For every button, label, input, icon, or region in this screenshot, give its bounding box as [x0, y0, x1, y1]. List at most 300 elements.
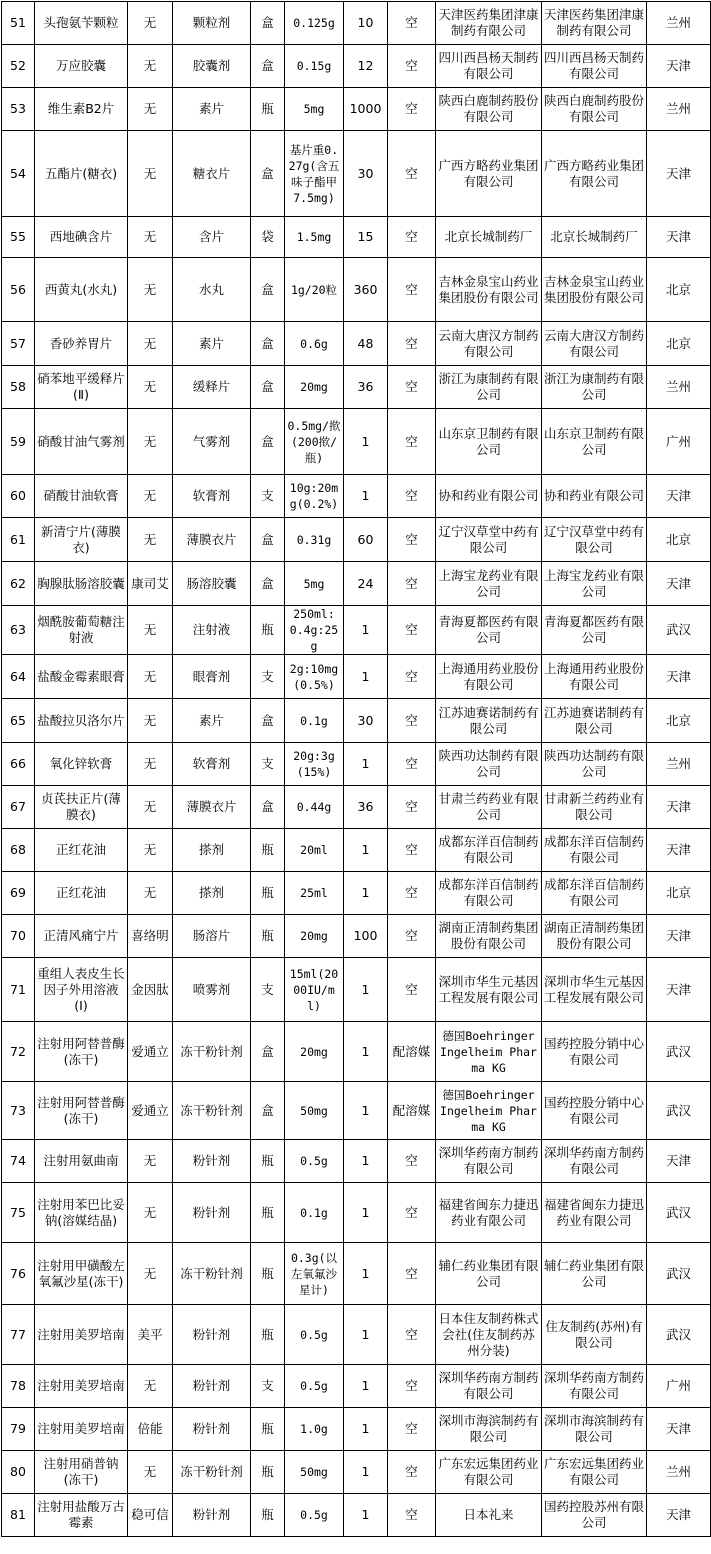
package-quantity-cell: 10 — [344, 2, 388, 45]
dosage-form-cell: 素片 — [173, 88, 251, 131]
solvent-cell: 空 — [388, 699, 436, 743]
table-body — [2, 2, 711, 1537]
table-row — [2, 217, 711, 258]
solvent-cell: 空 — [388, 1451, 436, 1494]
manufacturer-cell: 上海宝龙药业有限公司 — [436, 562, 542, 606]
package-quantity-cell: 12 — [344, 45, 388, 88]
dosage-form-cell: 薄膜衣片 — [173, 786, 251, 829]
row-number-cell: 74 — [2, 1140, 35, 1183]
solvent-cell: 空 — [388, 606, 436, 655]
region-cell: 天津 — [647, 958, 711, 1022]
dosage-form-cell: 薄膜衣片 — [173, 518, 251, 562]
region-cell: 武汉 — [647, 1243, 711, 1305]
dosage-form-cell: 粉针剂 — [173, 1408, 251, 1451]
region-cell: 武汉 — [647, 606, 711, 655]
trade-name-cell: 无 — [128, 366, 173, 409]
row-number-cell: 60 — [2, 475, 35, 518]
package-unit-cell: 盒 — [251, 2, 285, 45]
row-number-cell: 72 — [2, 1022, 35, 1082]
trade-name-cell: 无 — [128, 45, 173, 88]
applicant-cell: 湖南正清制药集团股份有限公司 — [542, 915, 647, 958]
specification-cell: 15ml(2000IU/ml) — [285, 958, 344, 1022]
region-cell: 北京 — [647, 322, 711, 366]
package-quantity-cell: 30 — [344, 131, 388, 217]
manufacturer-cell: 深圳市海滨制药有限公司 — [436, 1408, 542, 1451]
dosage-form-cell: 注射液 — [173, 606, 251, 655]
dosage-form-cell: 气雾剂 — [173, 409, 251, 475]
solvent-cell: 空 — [388, 1408, 436, 1451]
specification-cell: 0.5g — [285, 1305, 344, 1365]
solvent-cell: 空 — [388, 872, 436, 915]
trade-name-cell: 无 — [128, 518, 173, 562]
manufacturer-cell: 成都东洋百信制药有限公司 — [436, 829, 542, 872]
table-row — [2, 1408, 711, 1451]
trade-name-cell: 无 — [128, 1183, 173, 1243]
applicant-cell: 深圳华药南方制药有限公司 — [542, 1365, 647, 1408]
trade-name-cell: 喜络明 — [128, 915, 173, 958]
package-quantity-cell: 1 — [344, 1305, 388, 1365]
package-unit-cell: 支 — [251, 1365, 285, 1408]
package-unit-cell: 瓶 — [251, 1305, 285, 1365]
applicant-cell: 天津医药集团津康制药有限公司 — [542, 2, 647, 45]
trade-name-cell: 无 — [128, 829, 173, 872]
package-unit-cell: 瓶 — [251, 872, 285, 915]
drug-name-cell: 正红花油 — [35, 872, 128, 915]
drug-name-cell: 西地碘含片 — [35, 217, 128, 258]
package-unit-cell: 盒 — [251, 322, 285, 366]
region-cell: 兰州 — [647, 1451, 711, 1494]
row-number-cell: 66 — [2, 743, 35, 786]
trade-name-cell: 无 — [128, 217, 173, 258]
dosage-form-cell: 素片 — [173, 322, 251, 366]
region-cell: 兰州 — [647, 2, 711, 45]
package-unit-cell: 瓶 — [251, 1183, 285, 1243]
region-cell: 武汉 — [647, 1022, 711, 1082]
applicant-cell: 成都东洋百信制药有限公司 — [542, 829, 647, 872]
trade-name-cell: 美平 — [128, 1305, 173, 1365]
table-row — [2, 1494, 711, 1537]
table-row — [2, 131, 711, 217]
trade-name-cell: 无 — [128, 409, 173, 475]
row-number-cell: 55 — [2, 217, 35, 258]
drug-name-cell: 维生素B2片 — [35, 88, 128, 131]
trade-name-cell: 无 — [128, 475, 173, 518]
row-number-cell: 79 — [2, 1408, 35, 1451]
trade-name-cell: 无 — [128, 258, 173, 322]
trade-name-cell: 无 — [128, 322, 173, 366]
applicant-cell: 陕西功达制药有限公司 — [542, 743, 647, 786]
trade-name-cell: 倍能 — [128, 1408, 173, 1451]
package-quantity-cell: 1 — [344, 409, 388, 475]
table-row — [2, 88, 711, 131]
package-unit-cell: 瓶 — [251, 606, 285, 655]
table-row — [2, 366, 711, 409]
region-cell: 兰州 — [647, 88, 711, 131]
package-quantity-cell: 30 — [344, 699, 388, 743]
package-unit-cell: 盒 — [251, 409, 285, 475]
dosage-form-cell: 含片 — [173, 217, 251, 258]
specification-cell: 0.5g — [285, 1140, 344, 1183]
drug-name-cell: 注射用美罗培南 — [35, 1365, 128, 1408]
specification-cell: 0.31g — [285, 518, 344, 562]
manufacturer-cell: 广西方略药业集团有限公司 — [436, 131, 542, 217]
region-cell: 北京 — [647, 258, 711, 322]
row-number-cell: 71 — [2, 958, 35, 1022]
row-number-cell: 67 — [2, 786, 35, 829]
manufacturer-cell: 深圳华药南方制药有限公司 — [436, 1140, 542, 1183]
region-cell: 天津 — [647, 1408, 711, 1451]
drug-name-cell: 正红花油 — [35, 829, 128, 872]
manufacturer-cell: 德国Boehringer Ingelheim Pharma KG — [436, 1022, 542, 1082]
trade-name-cell: 爱通立 — [128, 1082, 173, 1140]
applicant-cell: 辅仁药业集团有限公司 — [542, 1243, 647, 1305]
manufacturer-cell: 上海通用药业股份有限公司 — [436, 655, 542, 699]
drug-list-table — [1, 1, 711, 1537]
specification-cell: 250ml:0.4g:25g — [285, 606, 344, 655]
table-row — [2, 743, 711, 786]
table-row — [2, 562, 711, 606]
trade-name-cell: 无 — [128, 1451, 173, 1494]
row-number-cell: 70 — [2, 915, 35, 958]
row-number-cell: 78 — [2, 1365, 35, 1408]
dosage-form-cell: 水丸 — [173, 258, 251, 322]
solvent-cell: 配溶媒 — [388, 1022, 436, 1082]
trade-name-cell: 无 — [128, 743, 173, 786]
specification-cell: 0.3g(以左氧氟沙星计) — [285, 1243, 344, 1305]
package-quantity-cell: 1000 — [344, 88, 388, 131]
dosage-form-cell: 粉针剂 — [173, 1494, 251, 1537]
drug-name-cell: 正清风痛宁片 — [35, 915, 128, 958]
region-cell: 兰州 — [647, 743, 711, 786]
drug-name-cell: 氧化锌软膏 — [35, 743, 128, 786]
row-number-cell: 53 — [2, 88, 35, 131]
specification-cell: 5mg — [285, 562, 344, 606]
row-number-cell: 61 — [2, 518, 35, 562]
row-number-cell: 68 — [2, 829, 35, 872]
package-quantity-cell: 60 — [344, 518, 388, 562]
applicant-cell: 广东宏远集团药业有限公司 — [542, 1451, 647, 1494]
specification-cell: 0.5g — [285, 1494, 344, 1537]
specification-cell: 1.5mg — [285, 217, 344, 258]
row-number-cell: 63 — [2, 606, 35, 655]
manufacturer-cell: 北京长城制药厂 — [436, 217, 542, 258]
manufacturer-cell: 广东宏远集团药业有限公司 — [436, 1451, 542, 1494]
trade-name-cell: 无 — [128, 1243, 173, 1305]
region-cell: 天津 — [647, 217, 711, 258]
drug-name-cell: 注射用美罗培南 — [35, 1305, 128, 1365]
trade-name-cell: 无 — [128, 131, 173, 217]
table-row — [2, 475, 711, 518]
package-quantity-cell: 1 — [344, 1451, 388, 1494]
trade-name-cell: 无 — [128, 872, 173, 915]
applicant-cell: 甘肃新兰药药业有限公司 — [542, 786, 647, 829]
manufacturer-cell: 深圳市华生元基因工程发展有限公司 — [436, 958, 542, 1022]
applicant-cell: 成都东洋百信制药有限公司 — [542, 872, 647, 915]
applicant-cell: 福建省闽东力捷迅药业有限公司 — [542, 1183, 647, 1243]
row-number-cell: 59 — [2, 409, 35, 475]
dosage-form-cell: 粉针剂 — [173, 1365, 251, 1408]
manufacturer-cell: 青海夏都医药有限公司 — [436, 606, 542, 655]
dosage-form-cell: 冻干粉针剂 — [173, 1243, 251, 1305]
region-cell: 武汉 — [647, 1305, 711, 1365]
drug-name-cell: 注射用苯巴比妥钠(溶媒结晶) — [35, 1183, 128, 1243]
dosage-form-cell: 冻干粉针剂 — [173, 1451, 251, 1494]
applicant-cell: 辽宁汉草堂中药有限公司 — [542, 518, 647, 562]
dosage-form-cell: 软膏剂 — [173, 475, 251, 518]
drug-name-cell: 注射用阿替普酶(冻干) — [35, 1082, 128, 1140]
trade-name-cell: 爱通立 — [128, 1022, 173, 1082]
drug-name-cell: 注射用美罗培南 — [35, 1408, 128, 1451]
solvent-cell: 空 — [388, 258, 436, 322]
region-cell: 北京 — [647, 518, 711, 562]
solvent-cell: 空 — [388, 915, 436, 958]
applicant-cell: 江苏迪赛诺制药有限公司 — [542, 699, 647, 743]
region-cell: 广州 — [647, 1365, 711, 1408]
solvent-cell: 空 — [388, 88, 436, 131]
solvent-cell: 空 — [388, 655, 436, 699]
specification-cell: 0.125g — [285, 2, 344, 45]
package-unit-cell: 盒 — [251, 786, 285, 829]
row-number-cell: 73 — [2, 1082, 35, 1140]
specification-cell: 0.15g — [285, 45, 344, 88]
specification-cell: 0.5mg/揿(200揿/瓶) — [285, 409, 344, 475]
drug-name-cell: 盐酸金霉素眼膏 — [35, 655, 128, 699]
package-quantity-cell: 1 — [344, 606, 388, 655]
row-number-cell: 57 — [2, 322, 35, 366]
applicant-cell: 吉林金泉宝山药业集团股份有限公司 — [542, 258, 647, 322]
package-quantity-cell: 48 — [344, 322, 388, 366]
table-row — [2, 915, 711, 958]
region-cell: 天津 — [647, 1494, 711, 1537]
manufacturer-cell: 陕西功达制药有限公司 — [436, 743, 542, 786]
applicant-cell: 国药控股分销中心有限公司 — [542, 1082, 647, 1140]
row-number-cell: 76 — [2, 1243, 35, 1305]
specification-cell: 0.44g — [285, 786, 344, 829]
region-cell: 广州 — [647, 409, 711, 475]
region-cell: 兰州 — [647, 366, 711, 409]
dosage-form-cell: 颗粒剂 — [173, 2, 251, 45]
applicant-cell: 国药控股分销中心有限公司 — [542, 1022, 647, 1082]
region-cell: 天津 — [647, 786, 711, 829]
region-cell: 天津 — [647, 131, 711, 217]
dosage-form-cell: 肠溶胶囊 — [173, 562, 251, 606]
applicant-cell: 北京长城制药厂 — [542, 217, 647, 258]
trade-name-cell: 无 — [128, 88, 173, 131]
drug-name-cell: 注射用阿替普酶(冻干) — [35, 1022, 128, 1082]
manufacturer-cell: 辅仁药业集团有限公司 — [436, 1243, 542, 1305]
manufacturer-cell: 天津医药集团津康制药有限公司 — [436, 2, 542, 45]
package-quantity-cell: 36 — [344, 786, 388, 829]
solvent-cell: 空 — [388, 1365, 436, 1408]
row-number-cell: 80 — [2, 1451, 35, 1494]
dosage-form-cell: 粉针剂 — [173, 1140, 251, 1183]
region-cell: 天津 — [647, 1140, 711, 1183]
package-unit-cell: 瓶 — [251, 1408, 285, 1451]
drug-name-cell: 注射用甲磺酸左氧氟沙星(冻干) — [35, 1243, 128, 1305]
specification-cell: 50mg — [285, 1082, 344, 1140]
specification-cell: 20g:3g(15%) — [285, 743, 344, 786]
table-row — [2, 606, 711, 655]
specification-cell: 50mg — [285, 1451, 344, 1494]
manufacturer-cell: 甘肃兰药药业有限公司 — [436, 786, 542, 829]
solvent-cell: 空 — [388, 1243, 436, 1305]
table-row — [2, 1140, 711, 1183]
package-quantity-cell: 1 — [344, 1365, 388, 1408]
package-unit-cell: 盒 — [251, 131, 285, 217]
solvent-cell: 空 — [388, 2, 436, 45]
manufacturer-cell: 辽宁汉草堂中药有限公司 — [436, 518, 542, 562]
table-row — [2, 518, 711, 562]
row-number-cell: 81 — [2, 1494, 35, 1537]
drug-name-cell: 盐酸拉贝洛尔片 — [35, 699, 128, 743]
table-row — [2, 1451, 711, 1494]
drug-name-cell: 硝酸甘油软膏 — [35, 475, 128, 518]
manufacturer-cell: 日本住友制药株式会社(住友制药苏州分装) — [436, 1305, 542, 1365]
package-unit-cell: 瓶 — [251, 88, 285, 131]
trade-name-cell: 稳可信 — [128, 1494, 173, 1537]
table-row — [2, 45, 711, 88]
package-unit-cell: 瓶 — [251, 1494, 285, 1537]
solvent-cell: 空 — [388, 1305, 436, 1365]
package-unit-cell: 盒 — [251, 1082, 285, 1140]
dosage-form-cell: 肠溶片 — [173, 915, 251, 958]
row-number-cell: 62 — [2, 562, 35, 606]
package-quantity-cell: 1 — [344, 829, 388, 872]
manufacturer-cell: 深圳华药南方制药有限公司 — [436, 1365, 542, 1408]
drug-name-cell: 西黄丸(水丸) — [35, 258, 128, 322]
applicant-cell: 上海宝龙药业有限公司 — [542, 562, 647, 606]
drug-name-cell: 烟酰胺葡萄糖注射液 — [35, 606, 128, 655]
manufacturer-cell: 陕西白鹿制药股份有限公司 — [436, 88, 542, 131]
specification-cell: 0.5g — [285, 1365, 344, 1408]
row-number-cell: 56 — [2, 258, 35, 322]
table-row — [2, 1243, 711, 1305]
package-quantity-cell: 1 — [344, 872, 388, 915]
table-row — [2, 258, 711, 322]
solvent-cell: 空 — [388, 518, 436, 562]
applicant-cell: 青海夏都医药有限公司 — [542, 606, 647, 655]
solvent-cell: 空 — [388, 131, 436, 217]
applicant-cell: 四川西昌杨天制药有限公司 — [542, 45, 647, 88]
region-cell: 武汉 — [647, 1082, 711, 1140]
specification-cell: 0.1g — [285, 699, 344, 743]
manufacturer-cell: 福建省闽东力捷迅药业有限公司 — [436, 1183, 542, 1243]
package-unit-cell: 瓶 — [251, 1140, 285, 1183]
applicant-cell: 云南大唐汉方制药有限公司 — [542, 322, 647, 366]
package-unit-cell: 盒 — [251, 518, 285, 562]
applicant-cell: 山东京卫制药有限公司 — [542, 409, 647, 475]
solvent-cell: 空 — [388, 409, 436, 475]
table-row — [2, 1022, 711, 1082]
applicant-cell: 国药控股苏州有限公司 — [542, 1494, 647, 1537]
table-row — [2, 958, 711, 1022]
package-unit-cell: 支 — [251, 743, 285, 786]
specification-cell: 基片重0.27g(含五味子酯甲7.5mg) — [285, 131, 344, 217]
drug-name-cell: 头孢氨苄颗粒 — [35, 2, 128, 45]
manufacturer-cell: 德国Boehringer Ingelheim Pharma KG — [436, 1082, 542, 1140]
package-unit-cell: 盒 — [251, 1022, 285, 1082]
applicant-cell: 深圳市海滨制药有限公司 — [542, 1408, 647, 1451]
solvent-cell: 空 — [388, 45, 436, 88]
drug-name-cell: 注射用盐酸万古霉素 — [35, 1494, 128, 1537]
row-number-cell: 54 — [2, 131, 35, 217]
specification-cell: 25ml — [285, 872, 344, 915]
drug-name-cell: 胸腺肽肠溶胶囊 — [35, 562, 128, 606]
solvent-cell: 空 — [388, 366, 436, 409]
table-row — [2, 655, 711, 699]
table-row — [2, 829, 711, 872]
applicant-cell: 上海通用药业股份有限公司 — [542, 655, 647, 699]
manufacturer-cell: 协和药业有限公司 — [436, 475, 542, 518]
manufacturer-cell: 四川西昌杨天制药有限公司 — [436, 45, 542, 88]
package-quantity-cell: 1 — [344, 1243, 388, 1305]
manufacturer-cell: 山东京卫制药有限公司 — [436, 409, 542, 475]
solvent-cell: 空 — [388, 1494, 436, 1537]
package-unit-cell: 盒 — [251, 366, 285, 409]
applicant-cell: 住友制药(苏州)有限公司 — [542, 1305, 647, 1365]
row-number-cell: 64 — [2, 655, 35, 699]
region-cell: 天津 — [647, 475, 711, 518]
row-number-cell: 77 — [2, 1305, 35, 1365]
package-quantity-cell: 15 — [344, 217, 388, 258]
table-row — [2, 786, 711, 829]
row-number-cell: 69 — [2, 872, 35, 915]
table-row — [2, 2, 711, 45]
row-number-cell: 75 — [2, 1183, 35, 1243]
specification-cell: 1.0g — [285, 1408, 344, 1451]
row-number-cell: 65 — [2, 699, 35, 743]
trade-name-cell: 无 — [128, 1365, 173, 1408]
solvent-cell: 空 — [388, 1183, 436, 1243]
manufacturer-cell: 江苏迪赛诺制药有限公司 — [436, 699, 542, 743]
package-unit-cell: 瓶 — [251, 1451, 285, 1494]
dosage-form-cell: 缓释片 — [173, 366, 251, 409]
trade-name-cell: 无 — [128, 699, 173, 743]
dosage-form-cell: 冻干粉针剂 — [173, 1082, 251, 1140]
dosage-form-cell: 软膏剂 — [173, 743, 251, 786]
row-number-cell: 51 — [2, 2, 35, 45]
table-row — [2, 1365, 711, 1408]
table-row — [2, 1183, 711, 1243]
solvent-cell: 空 — [388, 562, 436, 606]
dosage-form-cell: 粉针剂 — [173, 1305, 251, 1365]
dosage-form-cell: 糖衣片 — [173, 131, 251, 217]
trade-name-cell: 无 — [128, 606, 173, 655]
specification-cell: 2g:10mg(0.5%) — [285, 655, 344, 699]
specification-cell: 20mg — [285, 915, 344, 958]
solvent-cell: 空 — [388, 786, 436, 829]
solvent-cell: 空 — [388, 217, 436, 258]
trade-name-cell: 无 — [128, 786, 173, 829]
region-cell: 天津 — [647, 655, 711, 699]
package-unit-cell: 支 — [251, 958, 285, 1022]
package-quantity-cell: 1 — [344, 1408, 388, 1451]
manufacturer-cell: 成都东洋百信制药有限公司 — [436, 872, 542, 915]
manufacturer-cell: 日本礼来 — [436, 1494, 542, 1537]
package-unit-cell: 盒 — [251, 45, 285, 88]
table-row — [2, 699, 711, 743]
package-quantity-cell: 1 — [344, 1140, 388, 1183]
applicant-cell: 深圳华药南方制药有限公司 — [542, 1140, 647, 1183]
package-quantity-cell: 1 — [344, 1022, 388, 1082]
package-quantity-cell: 100 — [344, 915, 388, 958]
package-quantity-cell: 1 — [344, 1082, 388, 1140]
package-quantity-cell: 24 — [344, 562, 388, 606]
region-cell: 天津 — [647, 562, 711, 606]
region-cell: 天津 — [647, 915, 711, 958]
package-unit-cell: 袋 — [251, 217, 285, 258]
applicant-cell: 广西方略药业集团有限公司 — [542, 131, 647, 217]
